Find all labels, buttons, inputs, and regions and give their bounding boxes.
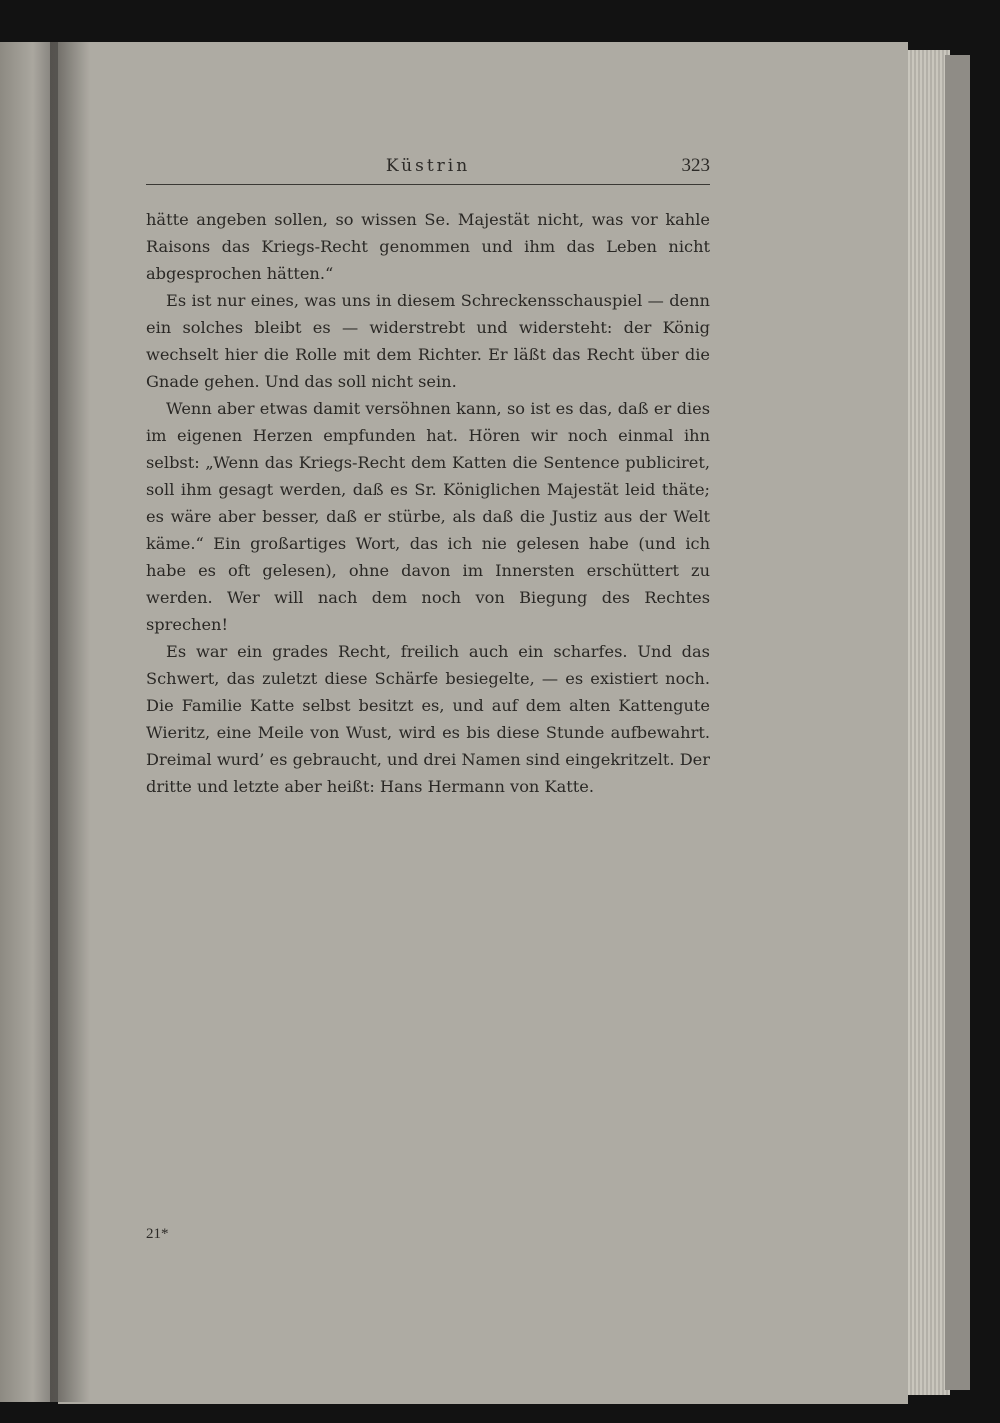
paragraph-2: Es ist nur eines, was uns in diesem Schreckensschauspiel — denn ein solches bleibt es — widerstrebt und widersteht: der König wechselt hier die Rolle mit dem Richter. Er läßt das Recht über die Gnade gehen. Und das soll nicht sein. xyxy=(146,291,710,391)
book-cover-edge xyxy=(945,55,970,1390)
signature-mark: 21* xyxy=(146,1226,169,1242)
running-title: Küstrin xyxy=(385,156,471,176)
page-number: 323 xyxy=(681,155,710,176)
running-head xyxy=(146,154,710,185)
paragraph-1: hätte angeben sollen, so wissen Se. Majestät nicht, was vor kahle Raisons das Kriegs-Recht genommen und ihm das Leben nicht abgesprochen hätten.“ xyxy=(146,210,710,283)
paragraph-4: Es war ein grades Recht, freilich auch ein scharfes. Und das Schwert, das zuletzt diese Schärfe besiegelte, — es existiert noch. Die Familie Katte selbst besitzt es, und auf dem alten Kattengute Wieritz, eine Meile von Wust, wird es bis diese Stunde aufbewahrt. Dreimal wurd’ es gebraucht, und drei Namen sind eingekritzelt. Der dritte und letzte aber heißt: Hans Hermann von Katte. xyxy=(146,642,710,796)
gutter-shadow xyxy=(50,42,90,1402)
paragraph-3: Wenn aber etwas damit versöhnen kann, so ist es das, daß er dies im eigenen Herzen empfunden hat. Hören wir noch einmal ihn selbst: „Wenn das Kriegs-Recht dem Katten die Sentence publiciret, soll ihm gesagt werden, daß es Sr. Königlichen Majestät leid thäte; es wäre aber besser, daß er stürbe, als daß die Justiz aus der Welt käme.“ Ein großartiges Wort, das ich nie gelesen habe (und ich habe es oft gelesen), ohne davon im Innersten erschüttert zu werden. Wer will nach dem noch von Biegung des Rechtes sprechen! xyxy=(146,399,710,634)
body-text xyxy=(146,206,710,800)
